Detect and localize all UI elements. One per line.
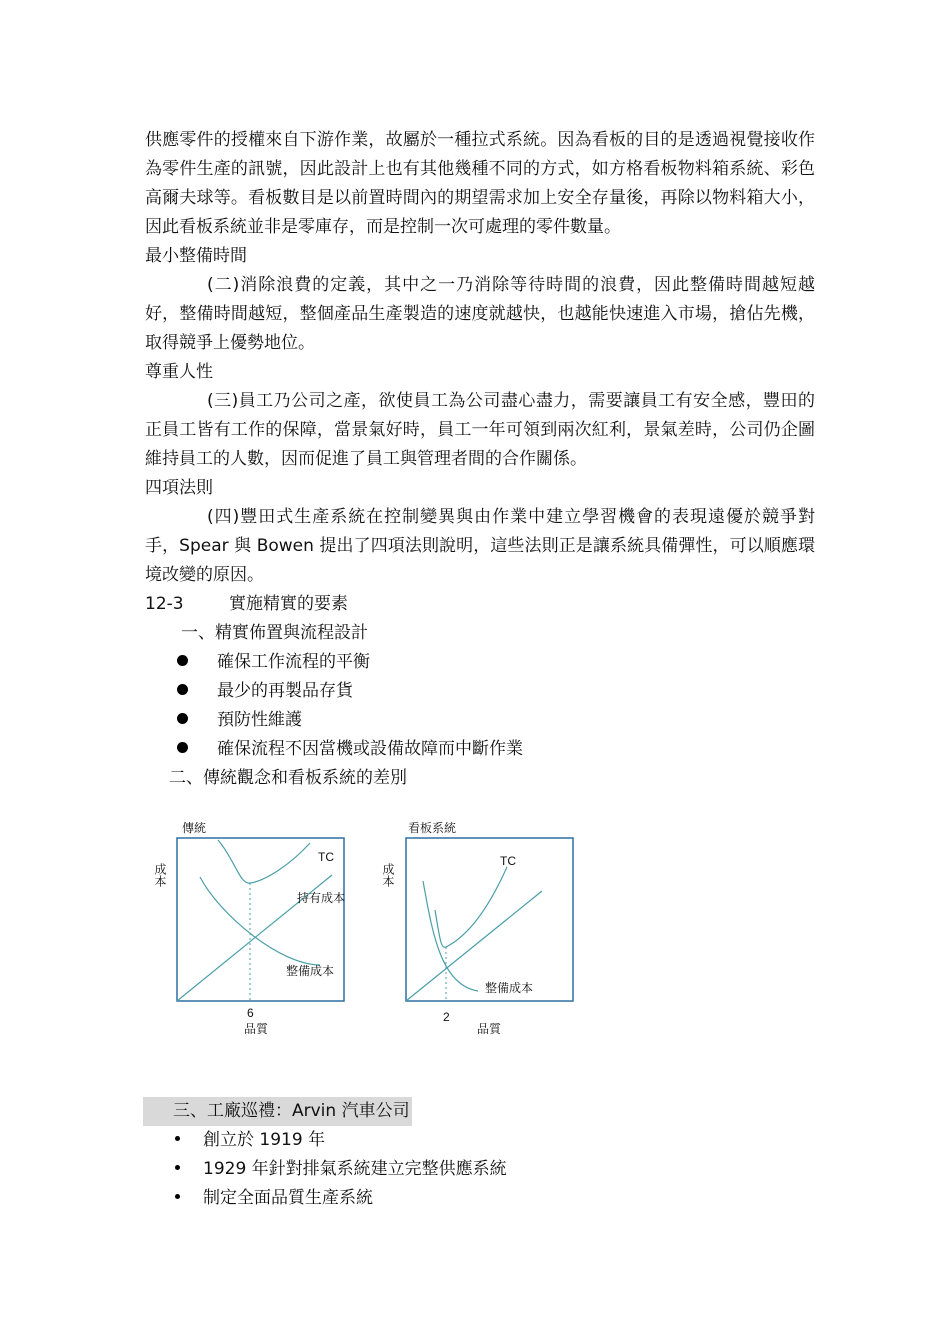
right-tick-label: 2 <box>443 1010 450 1024</box>
left-chart-title: 傳統 <box>182 821 207 835</box>
paragraph-setup-time: (二)消除浪費的定義，其中之一乃消除等待時間的浪費，因此整備時間越短越好，整備時間越短，整個產品生產製造的速度就越快，也越能快速進入市場，搶佔先機，取得競爭上優勢地位。 <box>145 275 815 353</box>
bullet-icon <box>145 735 217 764</box>
bullet-icon <box>145 706 217 735</box>
left-total-cost-curve <box>218 840 310 883</box>
bullet-icon <box>145 677 217 706</box>
subsection-1-list <box>145 648 815 764</box>
left-tick-label: 6 <box>247 1006 254 1020</box>
bullet-icon <box>145 1184 203 1213</box>
paragraph-kanban: 供應零件的授權來自下游作業，故屬於一種拉式系統。因為看板的目的是透過視覺接收作為零件生產的訊號，因此設計上也有其他幾種不同的方式，如方格看板物料箱系統、彩色高爾夫球等。看板數目是以前置時間內的期望需求加上安全存量後，再除以物料箱大小，因此看板系統並非是零庫存，而是控制一次可處理的零件數量。 <box>145 130 815 237</box>
subsection-3-heading <box>143 1097 815 1126</box>
subsection-1-title: 一、精實佈置與流程設計 <box>181 623 368 643</box>
section-number: 12-3 <box>145 594 184 614</box>
list-item: 最少的再製品存貨 <box>145 677 815 706</box>
heading-four-rules: 四項法則 <box>145 478 213 498</box>
document-body-2 <box>145 1097 815 1213</box>
left-holding-label: 持有成本 <box>297 891 346 905</box>
heading-respect: 尊重人性 <box>145 362 213 382</box>
right-chart-frame <box>406 838 573 1001</box>
section-name: 實施精實的要素 <box>229 594 348 614</box>
right-chart-ylabel: 成本 <box>381 863 395 887</box>
list-item: 制定全面品質生產系統 <box>145 1184 815 1213</box>
right-setup-cost-curve <box>423 881 478 991</box>
left-chart-ylabel: 成本 <box>153 863 167 887</box>
heading-setup-time: 最小整備時間 <box>145 246 247 266</box>
subsection-2-title: 二、傳統觀念和看板系統的差別 <box>169 768 407 788</box>
left-chart-xlabel: 品質 <box>244 1022 269 1036</box>
section-title <box>145 590 815 619</box>
subsection-3-list <box>145 1126 815 1213</box>
list-item: 確保流程不因當機或設備故障而中斷作業 <box>145 735 815 764</box>
right-chart-title: 看板系統 <box>408 821 457 835</box>
right-chart-xlabel: 品質 <box>477 1022 502 1036</box>
paragraph-four-rules: (四)豐田式生產系統在控制變異與由作業中建立學習機會的表現遠優於競爭對手，Spear 與 Bowen 提出了四項法則說明，這些法則正是讓系統具備彈性，可以順應環境改變的原因。 <box>145 507 815 585</box>
right-tc-label: TC <box>500 854 516 868</box>
subsection-3-title: 三、工廠巡禮：Arvin 汽車公司 <box>143 1097 412 1126</box>
list-item: 創立於 1919 年 <box>145 1126 815 1155</box>
bullet-icon <box>145 1155 203 1184</box>
right-total-cost-curve <box>435 867 507 947</box>
right-setup-label: 整備成本 <box>485 981 534 995</box>
list-item: 預防性維護 <box>145 706 815 735</box>
list-item: 確保工作流程的平衡 <box>145 648 815 677</box>
cost-diagram-svg <box>140 815 600 1045</box>
document-body <box>145 126 815 793</box>
left-tc-label: TC <box>318 850 334 864</box>
paragraph-respect: (三)員工乃公司之產，欲使員工為公司盡心盡力，需要讓員工有安全感，豐田的正員工皆有工作的保障，當景氣好時，員工一年可領到兩次紅利，景氣差時，公司仍企圖維持員工的人數，因而促進了員工與管理者間的合作關係。 <box>145 391 815 469</box>
left-setup-label: 整備成本 <box>286 964 335 978</box>
cost-diagrams <box>140 815 600 1045</box>
bullet-icon <box>145 1126 203 1155</box>
list-item: 1929 年針對排氣系統建立完整供應系統 <box>145 1155 815 1184</box>
bullet-icon <box>145 648 217 677</box>
